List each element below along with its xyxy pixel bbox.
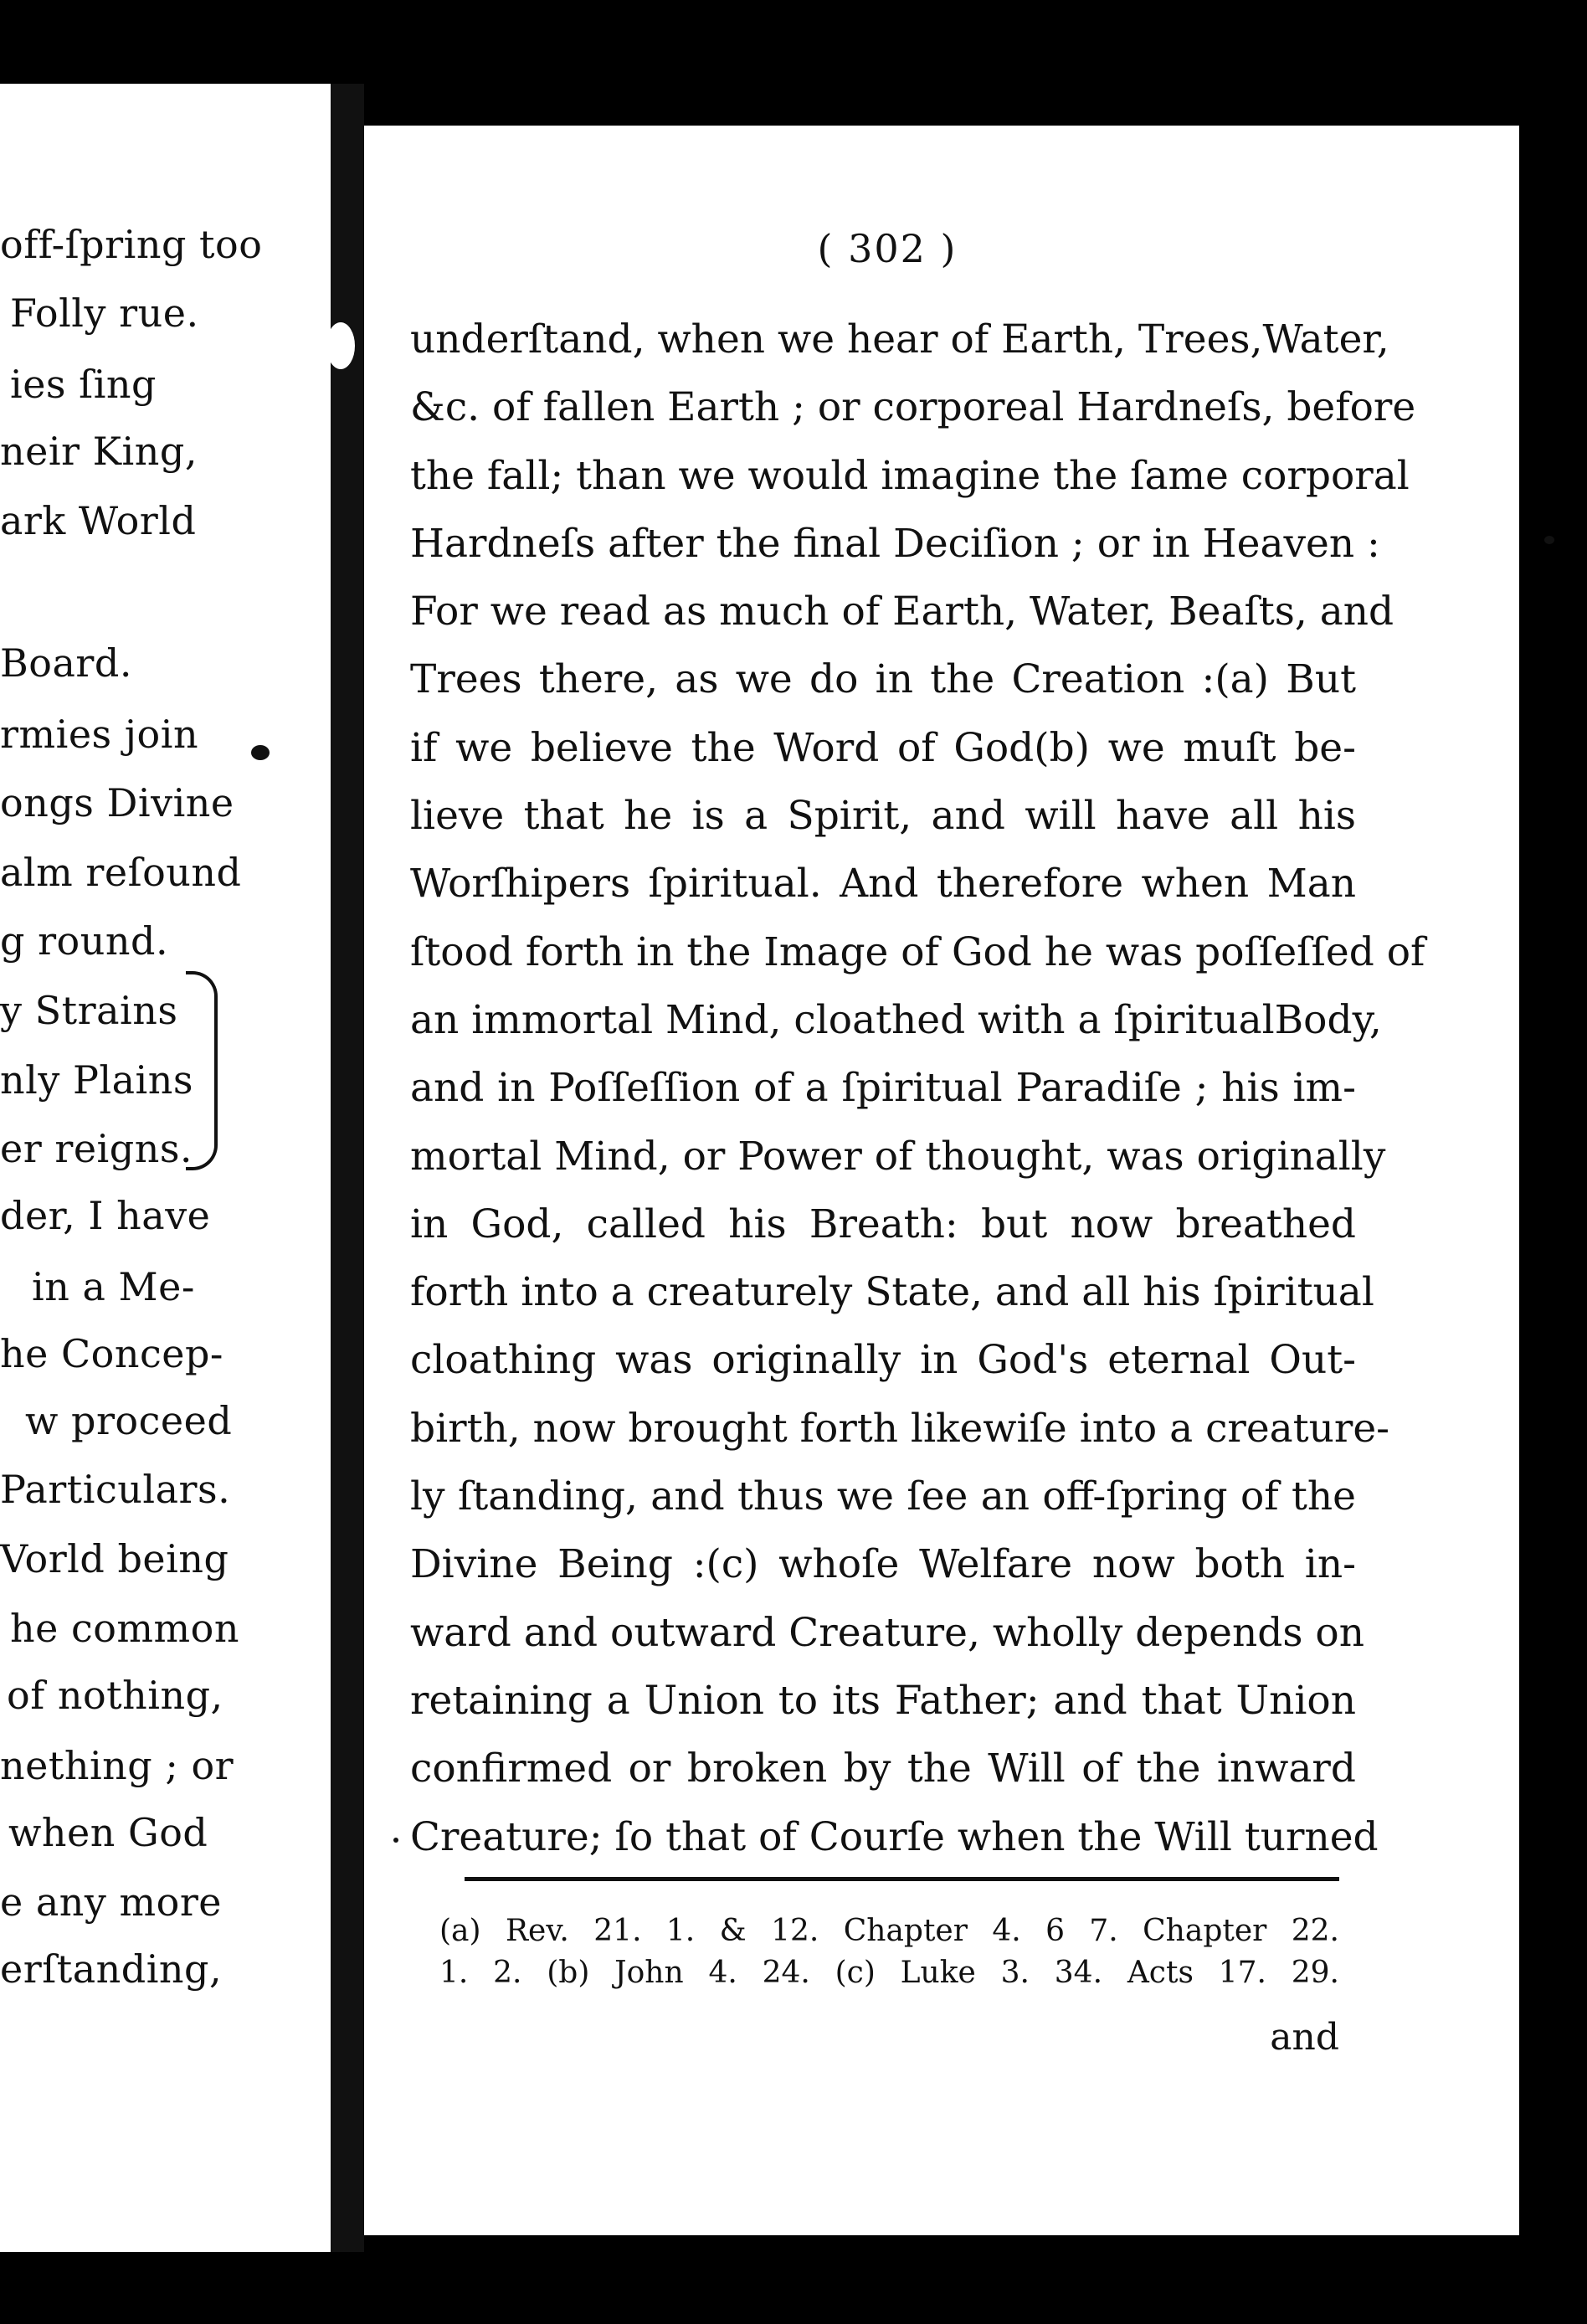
catchword: and: [1270, 2016, 1339, 2059]
text-line: in God, called his Breath: but now breathed: [410, 1201, 1356, 1247]
text-line: ſtood forth in the Image of God he was poſſeſſed of: [410, 928, 1425, 975]
text-line: Worſhipers ſpiritual. And therefore when Man: [410, 861, 1356, 907]
facing-page-line: Folly rue.: [10, 290, 199, 336]
facing-page-line: Vorld being: [0, 1536, 229, 1581]
facing-page-line: off-ſpring too: [0, 222, 263, 267]
text-line: Trees there, as we do in the Creation :(a) But: [410, 656, 1356, 703]
facing-page-line: y Strains: [0, 988, 178, 1033]
footnote-line: 1. 2. (b) John 4. 24. (c) Luke 3. 34. Acts 17. 29.: [439, 1956, 1339, 1990]
facing-page-line: alm reſound: [0, 850, 242, 895]
facing-page-line: nly Plains: [0, 1057, 193, 1103]
facing-page-line: g round.: [0, 918, 169, 964]
facing-page-line: ongs Divine: [0, 780, 234, 825]
text-line: lieve that he is a Spirit, and will have all his: [410, 793, 1356, 840]
text-line: confirmed or broken by the Will of the inward: [410, 1746, 1356, 1792]
text-line: an immortal Mind, cloathed with a ſpiritualBody,: [410, 996, 1382, 1043]
facing-page-line: of nothing,: [7, 1673, 223, 1718]
facing-page-line: ark World: [0, 498, 197, 543]
facing-page-line: nething ; or: [0, 1743, 234, 1788]
facing-page-line: rmies join: [0, 712, 199, 757]
footnotes: [439, 1910, 1339, 1994]
facing-page-line: ies ſing: [10, 362, 157, 407]
text-line: Creature; ſo that of Courſe when the Will turned: [410, 1813, 1379, 1860]
text-line: if we believe the Word of God(b) we muſt be-: [410, 724, 1356, 771]
book-spine: [331, 84, 364, 2252]
main-text-block: [410, 306, 1425, 1871]
scan-speck: [251, 745, 270, 760]
text-line: forth into a creaturely State, and all his ſpiritual: [410, 1269, 1374, 1316]
text-line: retaining a Union to its Father; and that Union: [410, 1677, 1356, 1724]
facing-page-line: er reigns.: [0, 1126, 193, 1171]
facing-page-line: in a Me-: [32, 1264, 195, 1309]
facing-page-line: he common: [10, 1606, 239, 1651]
facing-page: [0, 84, 331, 2252]
facing-page-line: he Concep-: [0, 1331, 223, 1376]
facing-page-line: w proceed: [25, 1398, 233, 1443]
footnote-line: (a) Rev. 21. 1. & 12. Chapter 4. 6 7. Chapter 22.: [439, 1914, 1339, 1948]
facing-page-line: Particulars.: [0, 1467, 231, 1512]
page-number: ( 302 ): [817, 226, 958, 271]
text-line: underſtand, when we hear of Earth, Trees,Water,: [410, 316, 1389, 362]
facing-page-line: Board.: [0, 640, 132, 686]
spine-notch: [326, 322, 355, 369]
text-line: the fall; than we would imagine the ſame corporal: [410, 452, 1410, 499]
facing-page-line: e any more: [0, 1879, 223, 1925]
text-line: and in Poſſeſſion of a ſpiritual Paradiſe ; his im-: [410, 1065, 1356, 1112]
footnote-rule: [465, 1877, 1339, 1881]
facing-page-line: when God: [8, 1810, 208, 1855]
scan-speck: [393, 1838, 398, 1843]
facing-page-line: erſtanding,: [0, 1946, 223, 1992]
text-line: birth, now brought forth likewiſe into a creature-: [410, 1405, 1390, 1452]
facing-page-line: neir King,: [0, 429, 198, 474]
text-line: Hardneſs after the final Deciſion ; or in Heaven :: [410, 520, 1380, 567]
text-line: ly ſtanding, and thus we ſee an off-ſpring of the: [410, 1473, 1356, 1520]
scan-speck: [1544, 536, 1554, 544]
text-line: mortal Mind, or Power of thought, was originally: [410, 1133, 1386, 1180]
text-line: cloathing was originally in God's eternal Out-: [410, 1337, 1356, 1384]
text-line: ward and outward Creature, wholly depends on: [410, 1609, 1364, 1656]
facing-page-line: der, I have: [0, 1193, 211, 1238]
text-line: &c. of fallen Earth ; or corporeal Hardneſs, before: [410, 384, 1416, 431]
text-line: Divine Being :(c) whoſe Welfare now both in-: [410, 1541, 1356, 1588]
facing-page-brace: [186, 971, 218, 1170]
text-line: For we read as much of Earth, Water, Beaſts, and: [410, 589, 1394, 635]
